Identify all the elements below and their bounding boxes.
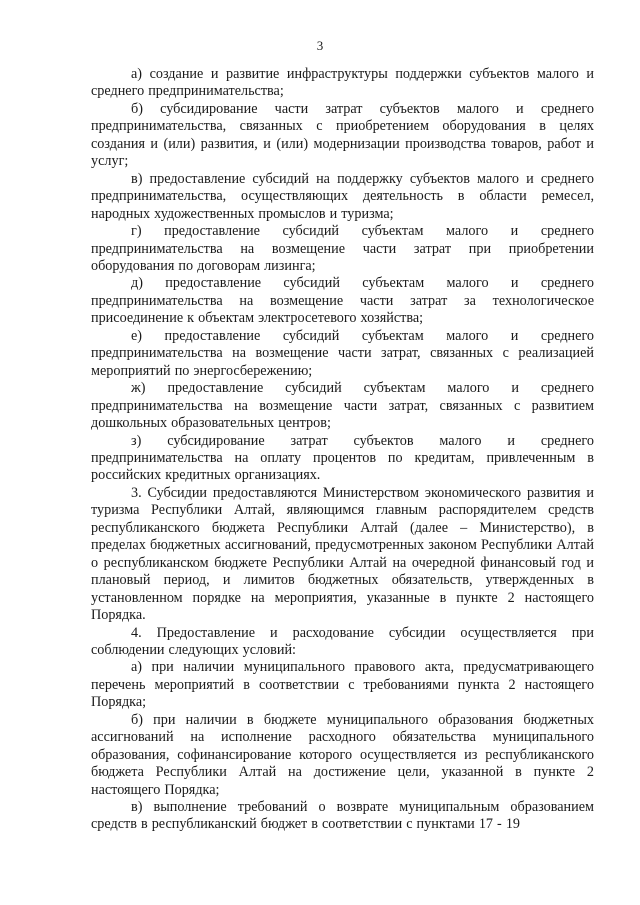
paragraph-subitem-a: а) создание и развитие инфраструктуры поддержки субъектов малого и среднего предпринимательства; (91, 66, 594, 100)
paragraph-subitem-d: д) предоставление субсидий субъектам малого и среднего предпринимательства на возмещение части затрат за технологическое присоединение к объектам электросетевого хозяйства; (91, 275, 594, 327)
paragraph-subitem-z: з) субсидирование затрат субъектов малого и среднего предпринимательства на оплату процентов по кредитам, привлеченным в российских кредитных организациях. (91, 432, 594, 484)
paragraph-subitem-b: б) субсидирование части затрат субъектов малого и среднего предпринимательства, связанных с приобретением оборудования в целях создания и (или) развития, и (или) модернизации производства товаров, работ и услуг; (91, 100, 594, 170)
paragraph-subitem-zh: ж) предоставление субсидий субъектам малого и среднего предпринимательства на возмещение части затрат, связанных с развитием дошкольных образовательных центров; (91, 380, 594, 432)
paragraph-condition-v: в) выполнение требований о возврате муниципальным образованием средств в республиканский бюджет в соответствии с пунктами 17 - 19 (91, 799, 594, 833)
document-body (91, 66, 594, 834)
paragraph-condition-b: б) при наличии в бюджете муниципального образования бюджетных ассигнований на исполнение расходного обязательства муниципального образования, софинансирование которого осуществляется из республиканского бюджета Республики Алтай на достижение цели, указанной в пункте 2 настоящего Порядка; (91, 711, 594, 798)
paragraph-clause-4: 4. Предоставление и расходование субсидии осуществляется при соблюдении следующих условий: (91, 624, 594, 658)
paragraph-subitem-g: г) предоставление субсидий субъектам малого и среднего предпринимательства на возмещение части затрат при приобретении оборудования по договорам лизинга; (91, 223, 594, 274)
paragraph-subitem-v: в) предоставление субсидий на поддержку субъектов малого и среднего предпринимательства, осуществляющих деятельность в области ремесел, народных художественных промыслов и туризма; (91, 170, 594, 222)
paragraph-clause-3: 3. Субсидии предоставляются Министерством экономического развития и туризма Республики Алтай, являющимся главным распорядителем средств республиканского бюджета Республики Алтай (далее – Министерство), в пределах бюджетных ассигнований, предусмотренных законом Республики Алтай о республиканском бюджете Республики Алтай на очередной финансовый год и плановый период, и лимитов бюджетных обязательств, утвержденных в установленном порядке на мероприятия, указанные в пункте 2 настоящего Порядка. (91, 484, 594, 624)
paragraph-subitem-e: е) предоставление субсидий субъектам малого и среднего предпринимательства на возмещение части затрат, связанных с реализацией мероприятий по энергосбережению; (91, 327, 594, 379)
paragraph-condition-a: а) при наличии муниципального правового акта, предусматривающего перечень мероприятий в соответствии с требованиями пункта 2 настоящего Порядка; (91, 659, 594, 711)
page-number: 3 (316, 38, 324, 53)
